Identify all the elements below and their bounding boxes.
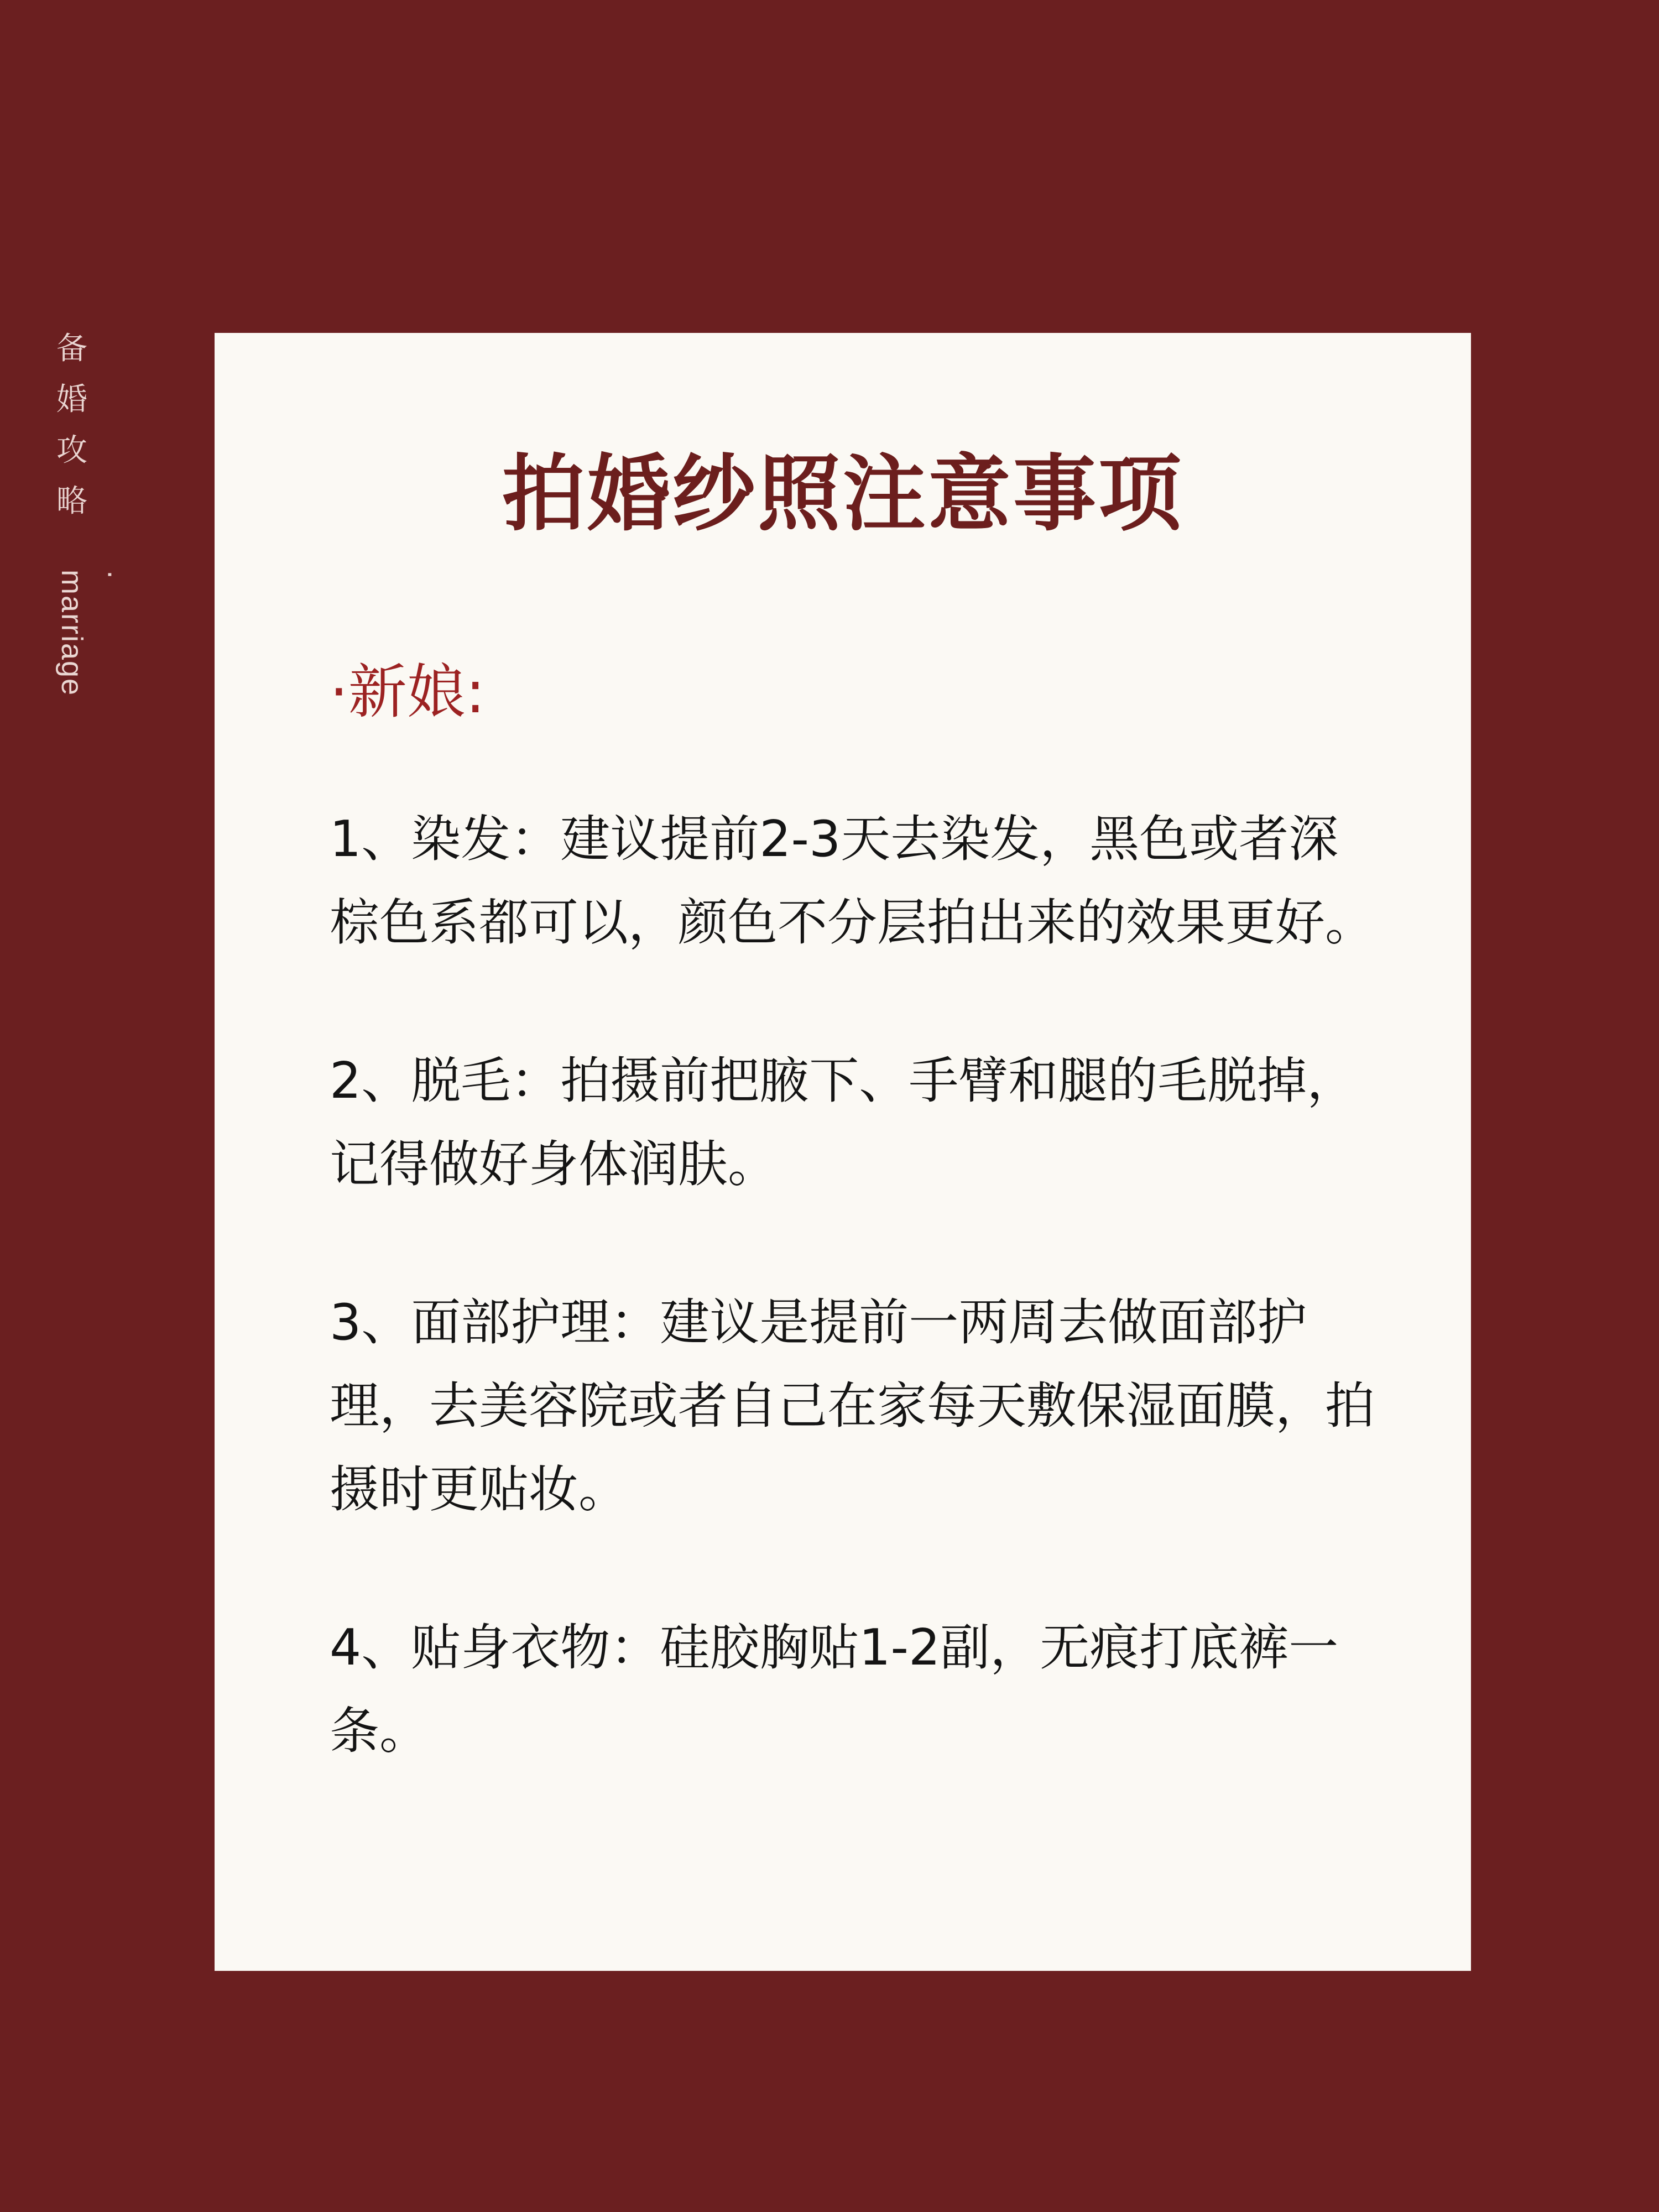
side-label-char: 备 [56,331,87,367]
tip-item-hair-dye: 1、染发：建议提前2-3天去染发，黑色或者深棕色系都可以，颜色不分层拍出来的效果更好。 [330,810,1375,952]
tip-item-underwear: 4、贴身衣物：硅胶胸贴1-2副，无痕打底裤一条。 [330,1619,1339,1760]
side-label-char: 婚 [56,382,87,418]
tips-list [330,797,1383,1848]
content-card [215,333,1471,1971]
side-label-char: 攻 [56,432,87,468]
page-title: 拍婚纱照注意事项 [502,446,1183,542]
bottom-band [0,1983,1659,2212]
section-label-bride: ·新娘: [330,658,486,726]
tip-item-facial-care: 3、面部护理：建议是提前一两周去做面部护理，去美容院或者自己在家每天敷保湿面膜，拍摄时更贴妆。 [330,1293,1375,1519]
tip-item-hair-removal: 2、脱毛：拍摄前把腋下、手臂和腿的毛脱掉，记得做好身体润肤。 [330,1052,1357,1193]
side-label-english: · marriage [55,570,128,697]
side-label-char: 略 [56,483,87,519]
side-label [50,324,128,697]
